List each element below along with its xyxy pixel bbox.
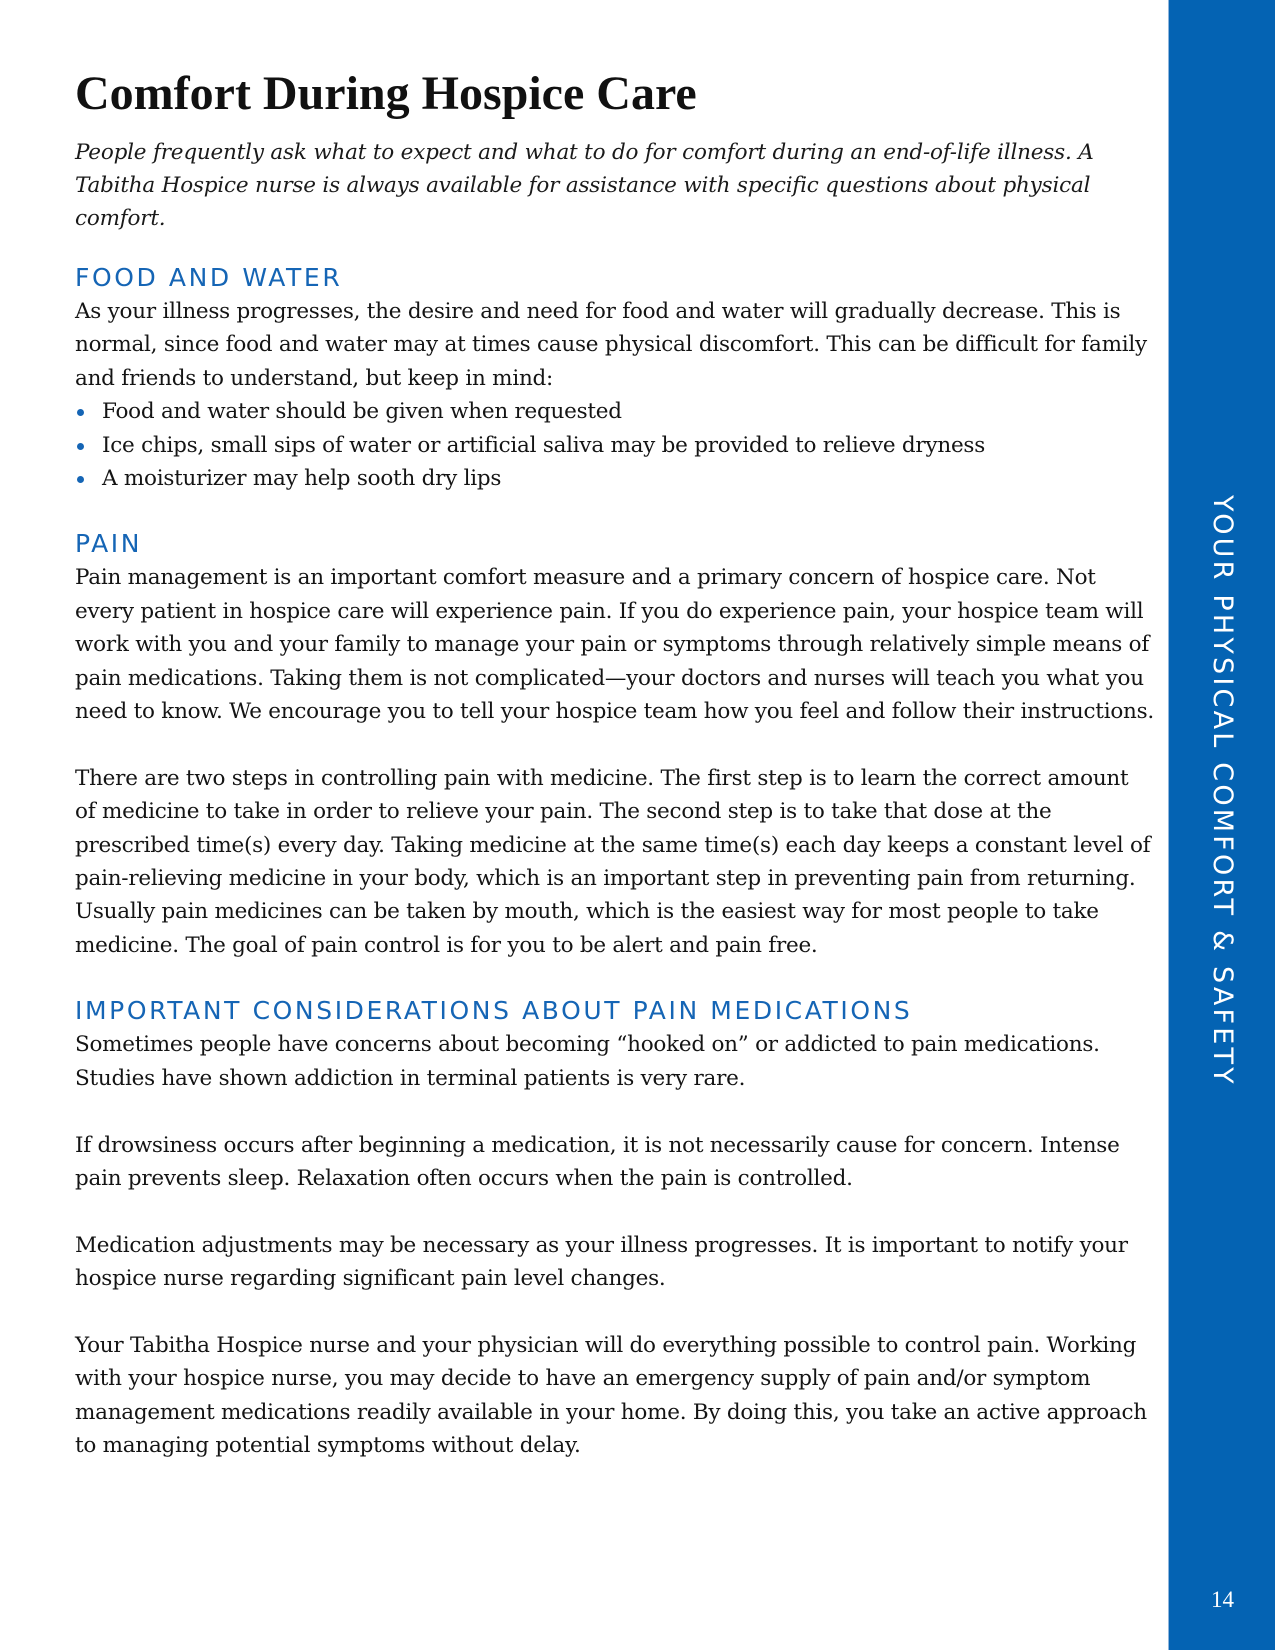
section-heading: FOOD AND WATER	[75, 263, 343, 292]
bullet-icon	[77, 476, 84, 483]
body-paragraph: Your Tabitha Hospice nurse and your physician will do everything possible to control pain. Working with your hospice nurse, you may decide to have an emergency supply of pain and/or symptom management medications readily available in your home. By doing this, you take an active approach to managing potential symptoms without delay.	[75, 1332, 1147, 1459]
list-item	[75, 429, 1155, 462]
chapter-sidebar	[1168, 0, 1275, 1650]
bullet-icon	[77, 409, 84, 416]
page-content	[75, 62, 1155, 1463]
section-pain-medications	[75, 994, 1155, 1462]
section-pain	[75, 527, 1155, 962]
page-title: Comfort During Hospice Care	[75, 67, 697, 120]
body-paragraph: There are two steps in controlling pain with medicine. The first step is to learn the correct amount of medicine to take in order to relieve your pain. The second step is to take that dose at the prescribed time(s) every day. Taking medicine at the same time(s) each day keeps a constant level of pain-relieving medicine in your body, which is an important step in preventing pain from returning. Usually pain medicines can be taken by mouth, which is the easiest way for most people to take medicine. The goal of pain control is for you to be alert and pain free.	[75, 765, 1151, 958]
list-item	[75, 462, 1155, 495]
body-paragraph: If drowsiness occurs after beginning a medication, it is not necessarily cause for concern. Intense pain prevents sleep. Relaxation often occurs when the pain is controlled.	[75, 1132, 1120, 1191]
body-paragraph: Medication adjustments may be necessary as your illness progresses. It is important to notify your hospice nurse regarding significant pain level changes.	[75, 1232, 1128, 1292]
list-item	[75, 395, 1155, 428]
body-paragraph: As your illness progresses, the desire and need for food and water will gradually decrease. This is normal, since food and water may at times cause physical discomfort. This can be difficult for family and friends to understand, but keep in mind:	[75, 299, 1147, 391]
page-number: 14	[1211, 1587, 1234, 1612]
section-heading: IMPORTANT CONSIDERATIONS ABOUT PAIN MEDICATIONS	[75, 996, 913, 1026]
list-item-text: Ice chips, small sips of water or artificial saliva may be provided to relieve dryness	[102, 432, 985, 458]
bullet-list	[75, 395, 1155, 495]
body-paragraph: Pain management is an important comfort measure and a primary concern of hospice care. Not every patient in hospice care will experience pain. If you do experience pain, your hospice team will work with you and your family to manage your pain or symptoms through relatively simple means of pain medications. Taking them is not complicated—your doctors and nurses will teach you what you need to know. We encourage you to tell your hospice team how you feel and follow their instructions.	[75, 565, 1154, 725]
list-item-text: A moisturizer may help sooth dry lips	[102, 466, 502, 492]
section-heading: PAIN	[75, 529, 143, 559]
intro-paragraph: People frequently ask what to expect and what to do for comfort during an end-of-life illness. A Tabitha Hospice nurse is always available for assistance with specific questions about physical comfort.	[75, 140, 1094, 231]
chapter-label: YOUR PHYSICAL COMFORT & SAFETY	[1207, 495, 1238, 1087]
section-food-and-water	[75, 261, 1155, 495]
body-paragraph: Sometimes people have concerns about becoming “hooked on” or addicted to pain medications. Studies have shown addiction in terminal patients is very rare.	[75, 1032, 1100, 1091]
list-item-text: Food and water should be given when requested	[102, 399, 622, 425]
bullet-icon	[77, 443, 84, 450]
